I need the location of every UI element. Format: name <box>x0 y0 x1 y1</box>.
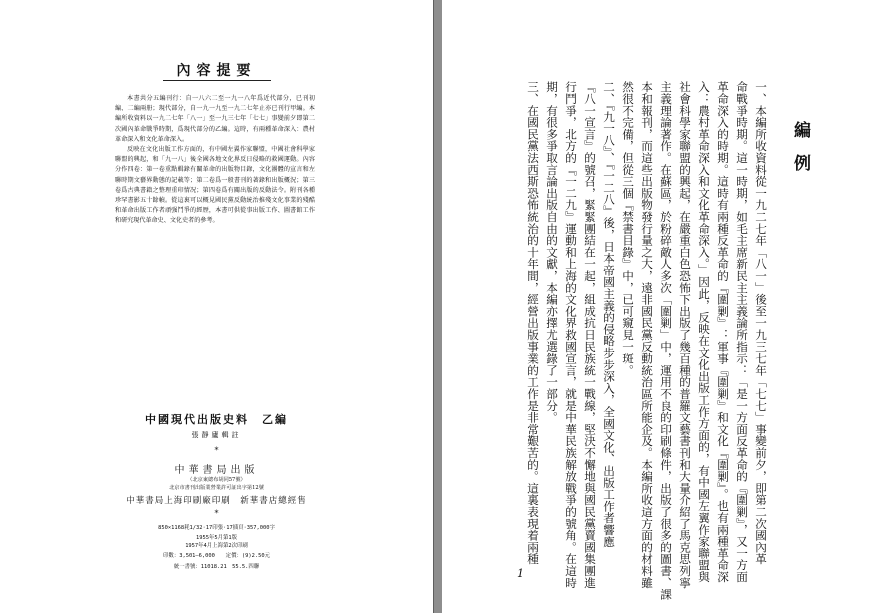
text-column: 期，有很多爭取言論出版自由的文獻，本編亦擇尤選錄了一部分。 <box>545 81 559 424</box>
summary-title: 內容提要 <box>176 63 257 79</box>
summary-body <box>115 94 315 227</box>
summary-paragraph: 反映在文化出版工作方面的，有中國左翼作家聯盟，中國社會科學家聯盟的興起，和「九一八」後全國各地文化界反日侵略的救國運動。內容分作四卷：第一卷重點輯錄有關革命的出版物目錄，文化團體的宣言和左聯時期文藝界動態的記載等；第二卷爲一般書刊的著錄和出版概況；第三卷爲古典書籍之整理重印情况；第四卷爲有關出版的反動法令。附刊各種珍罕書影五十餘幀。從這裏可以概見國民黨反動統治推殘文化事業的殘酷和革命出版工作者頑强鬥爭的經歷，本書可供從事出版工作、圖書館工作和研究現代革命史、文化史者的參考。 <box>115 146 315 225</box>
text-column: 『八一宣言』的號召，緊緊團結在一起，組成抗日民族統一戰線，堅決不懈地與國民黨賣國集團進 <box>583 81 597 589</box>
spec-line: 統一書號：11018.21 55.5.四聯 <box>173 564 260 570</box>
text-column: 行鬥爭，北方的『一二九』運動和上海的文化界救國宣言，就是中華民族解放戰爭的號角。在這時 <box>564 81 578 589</box>
text-column: 社會科學家聯盟的興起，在嚴重白色恐怖下出版了幾百種的普羅文藝書刊和大量介紹了馬克思列寧 <box>678 81 692 589</box>
publisher-address: （北京東總布胡同57號） <box>187 477 246 483</box>
text-column: 主義理論著作。在蘇區，於粉碎敵人多次「圍剿」中，運用不良的印刷條件，出版了很多的圖書、課 <box>659 81 673 601</box>
spec-line: 1957年4月上海第2次印刷 <box>185 543 248 549</box>
printer: 中華書局上海印刷廠印刷 新華書店總經售 <box>126 496 307 506</box>
text-column: 命戰爭時期。這一時期，如毛主席新民主主義論所指示：「是一方面反革命的『圍剿』，又一方面 <box>735 81 749 583</box>
book-title: 中國現代出版史料 乙編 <box>145 413 288 426</box>
left-page <box>0 0 433 613</box>
star-separator: * <box>214 509 219 518</box>
section-heading: 編例 <box>790 121 810 187</box>
compiler: 張靜廬輯註 <box>191 431 242 439</box>
text-column: 三、在國民黨法西斯恐怖統治的十年間，經營出版事業的工作是非常艱苦的。這裏表現着兩種 <box>526 81 540 565</box>
summary-paragraph: 本書共分五編刊行：自一八六二至一九一八年爲近代部分，已刊初編、二編兩册；現代部分，自一九一九至一九二七年止亦已刊行甲編。本編所收資料以一九二七年「八一」至一九三七年「七七」事變前夕即第二次國內革命戰爭時期，爲現代部分的乙編。這時，有兩種革命深入：農村革命深入和文化革命深入。 <box>115 95 315 143</box>
spec-line: 印數：3,501—6,000 定價：(9)2.50元 <box>163 553 270 559</box>
text-column: 革命深入的時期。這時有兩種反革命的『圍剿』：軍事『圍剿』和文化『圍剿』。也有兩種革命深 <box>716 81 730 583</box>
spec-line: 850×1168耗1/32·17印張·17插頁·357,000字 <box>158 525 275 531</box>
title-underline <box>163 80 271 81</box>
text-column: 二、『九一八』、『一二八』後，日本帝國主義的侵略步步深入，全國文化、出版工作者響應 <box>602 81 616 548</box>
page-divider <box>434 0 442 613</box>
page-number: 1 <box>517 567 524 580</box>
text-column: 一、本編所收資料從一九二七年「八一」後至一九三七年「七七」事變前夕，即第二次國內革 <box>754 81 768 565</box>
text-column: 本和報刊，而這些出版物發行量之大，遠非國民黨反動統治區所能企及。本編所收這方面的材料雖 <box>640 81 654 589</box>
text-column: 入：農村革命深入和文化革命深入。」因此，反映在文化出版工作方面的，有中國左翼作家聯盟與 <box>697 81 711 583</box>
publisher: 中華書局出版 <box>174 465 259 476</box>
star-separator: * <box>214 446 219 455</box>
publisher-license: 北京市書刊出版業營業許可証出字第12號 <box>169 485 264 491</box>
spec-line: 1955年5月第1版 <box>195 535 238 541</box>
text-column: 然很不完備，但從三個『禁書目錄』中，已可窺見一斑。 <box>621 81 635 376</box>
